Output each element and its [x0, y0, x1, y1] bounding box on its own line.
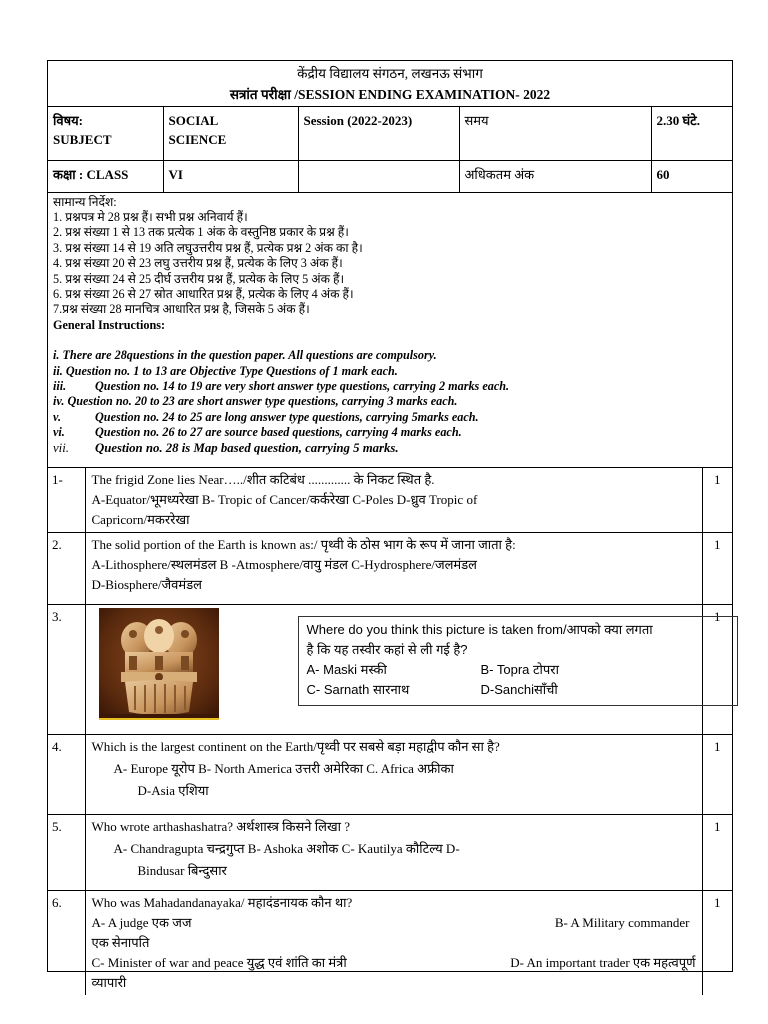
question-body [85, 468, 702, 533]
class-value-cell [163, 160, 298, 192]
option-a: A- Maski मस्की [306, 661, 387, 677]
exam-title: सत्रांत परीक्षा /SESSION ENDING EXAMINATION- 2022 [229, 87, 551, 102]
question-options-line2: D-Asia एशिया [137, 782, 209, 798]
subject-label-hi: विषय: [53, 113, 83, 128]
instruction-en-5-num: v. [53, 409, 62, 424]
instructions-title-en: General Instructions: [53, 317, 166, 332]
question-text: Which is the largest continent on the Earth/पृथ्वी पर सबसे बड़ा महाद्वीप कौन सा है? [91, 738, 500, 754]
option-c: C- Minister of war and peace युद्ध एवं शांति का मंत्री [91, 954, 347, 970]
class-label-cell [48, 160, 163, 192]
instruction-en-6-text: Question no. 26 to 27 are source based questions, carrying 4 marks each. [95, 425, 462, 440]
instructions-block [48, 193, 732, 468]
question-row-3 [48, 604, 732, 734]
question-body [85, 604, 702, 734]
question-number: 3. [48, 604, 85, 734]
option-c: C- Sarnath सारनाथ [306, 681, 410, 697]
question-options-line1: A- Europe यूरोप B- North America उत्तरी अमेरिका C. Africa अफ्रीका [113, 760, 454, 776]
instruction-en-5-text: Question no. 24 to 25 are long answer type questions, carrying 5marks each. [95, 409, 479, 424]
session-cell [298, 107, 459, 160]
question-row-5 [48, 814, 732, 890]
instruction-hi-7: 7.प्रश्न संख्या 28 मानचित्र आधारित प्रश्न है, जिसके 5 अंक हैं। [53, 302, 310, 317]
empty-cell [298, 160, 459, 192]
instruction-en-2 [53, 364, 727, 379]
question-text-line2: है कि यह तस्वीर कहां से ली गई है? [306, 641, 468, 657]
subject-value-cell [163, 107, 298, 160]
instruction-en-5 [53, 410, 727, 425]
question-body [85, 734, 702, 814]
instruction-hi-2: 2. प्रश्न संख्या 1 से 13 तक प्रत्येक 1 अंक के वस्तुनिष्ठ प्रकार के प्रश्न हैं। [53, 225, 349, 240]
question-3-textbox [298, 616, 738, 706]
instruction-hi-5: 5. प्रश्न संख्या 24 से 25 दीर्घ उत्तरीय प्रश्न हैं, प्रत्येक के लिए 5 अंक हैं। [53, 271, 345, 286]
option-b: B- Topra टोपरा [480, 661, 559, 677]
instructions-title-hi: सामान्य निर्देश: [53, 194, 117, 209]
max-marks-label: अधिकतम अंक [464, 166, 535, 182]
instruction-en-1 [53, 348, 727, 363]
exam-paper [47, 60, 733, 990]
questions-table [48, 468, 732, 995]
class-label: कक्षा : CLASS [53, 166, 129, 182]
question-number: 4. [48, 734, 85, 814]
question-body [85, 532, 702, 604]
instruction-en-4-num: iv. [53, 394, 65, 409]
instruction-hi-4: 4. प्रश्न संख्या 20 से 23 लघु उत्तरीय प्रश्न हैं, प्रत्येक के लिए 3 अंक हैं। [53, 256, 343, 271]
option-b: B- A Military commander [554, 914, 690, 930]
question-row-4 [48, 734, 732, 814]
lion-capital-picture [99, 608, 219, 720]
instruction-en-7 [53, 441, 727, 456]
class-value: VI [168, 166, 183, 182]
question-options-line2: D-Biosphere/जैवमंडल [91, 576, 202, 592]
meta-table [48, 107, 732, 193]
instruction-en-3-num: iii. [53, 378, 67, 393]
question-text: Who wrote arthashashatra? अर्थशास्त्र किसने लिखा ? [91, 818, 350, 834]
instruction-en-4-text: Question no. 20 to 23 are short answer type questions, carrying 3 marks each. [67, 394, 458, 409]
question-body [85, 890, 702, 995]
question-options-line1: A-Lithosphere/स्थलमंडल B -Atmosphere/वायु मंडल C-Hydrosphere/जलमंडल [91, 556, 477, 572]
question-text: The solid portion of the Earth is known as:/ पृथ्वी के ठोस भाग के रूप में जाना जाता है: [91, 536, 516, 552]
question-row-2 [48, 532, 732, 604]
question-number: 1- [48, 468, 85, 533]
subject-label-cell [48, 107, 163, 160]
question-options-line1: A- Chandragupta चन्द्रगुप्त B- Ashoka अशोक C- Kautilya कौटिल्य D- [113, 840, 460, 856]
option-d: D- An important trader एक महत्वपूर्ण [510, 954, 696, 970]
instruction-en-7-num: vii. [53, 440, 69, 455]
max-marks-label-cell [459, 160, 651, 192]
instruction-en-7-text: Question no. 28 is Map based question, carrying 5 marks. [95, 440, 399, 455]
question-marks: 1 [702, 604, 732, 734]
time-label: समय [464, 113, 489, 128]
question-options-line1: A-Equator/भूमध्यरेखा B- Tropic of Cancer/कर्करेखा C-Poles D-ध्रुव Tropic of [91, 491, 478, 507]
max-marks-value-cell [651, 160, 732, 192]
options-row-2 [307, 680, 729, 700]
question-options-line2: Capricorn/मकररेखा [91, 511, 190, 527]
instruction-en-3 [53, 379, 727, 394]
lion-capital-image [99, 608, 219, 720]
option-a: A- A judge एक जज [91, 914, 192, 930]
instruction-en-6-num: vi. [53, 425, 65, 440]
instruction-en-2-text: Question no. 1 to 13 are Objective Type Questions of 1 mark each. [65, 363, 398, 378]
question-number: 2. [48, 532, 85, 604]
instruction-hi-1: 1. प्रश्नपत्र मे 28 प्रश्न हैं। सभी प्रश्न अनिवार्य हैं। [53, 209, 248, 224]
session-value: Session (2022-2023) [303, 113, 413, 128]
question-number: 6. [48, 890, 85, 995]
options-row-1 [92, 913, 696, 933]
options-row-2 [92, 953, 696, 973]
options-row-1 [307, 660, 729, 680]
question-text: The frigid Zone lies Near…../शीत कटिबंध ............. के निकट स्थित है. [91, 471, 435, 487]
time-value: 2.30 घंटे. [656, 113, 700, 128]
instruction-en-6 [53, 425, 727, 440]
instruction-en-1-text: There are 28questions in the question paper. All questions are compulsory. [62, 348, 437, 363]
question-marks: 1 [702, 734, 732, 814]
instruction-hi-6: 6. प्रश्न संख्या 26 से 27 स्रोत आधारित प्रश्न हैं, प्रत्येक के लिए 4 अंक हैं। [53, 286, 354, 301]
option-d: D-Sanchiसाँची [480, 681, 558, 697]
question-row-1 [48, 468, 732, 533]
question-row-6 [48, 890, 732, 995]
question-marks: 1 [702, 814, 732, 890]
question-marks: 1 [714, 894, 721, 910]
subject-label-en: SUBJECT [53, 132, 112, 147]
instruction-en-2-num: ii. [53, 363, 63, 378]
organization-name: केंद्रीय विद्यालय संगठन, लखनऊ संभाग [297, 66, 483, 81]
question-marks: 1 [702, 468, 732, 533]
max-marks-value: 60 [656, 166, 670, 182]
time-value-cell [651, 107, 732, 160]
subject-value-line1: SOCIAL [168, 113, 219, 128]
instruction-en-1-num: i. [53, 348, 60, 363]
paper-header [48, 61, 732, 107]
question-text: Who was Mahadandanayaka/ महादंडनायक कौन था? [91, 894, 353, 910]
option-b-continued: एक सेनापति [91, 934, 150, 950]
subject-value-line2: SCIENCE [168, 132, 227, 147]
question-marks: 1 [702, 532, 732, 604]
question-body [85, 814, 702, 890]
question-text-line1: Where do you think this picture is taken from/आपको क्या लगता [306, 621, 653, 637]
instruction-en-3-text: Question no. 14 to 19 are very short answer type questions, carrying 2 marks each. [95, 378, 510, 393]
time-label-cell [459, 107, 651, 160]
instruction-en-4 [53, 394, 727, 409]
instruction-hi-3: 3. प्रश्न संख्या 14 से 19 अति लघुउत्तरीय प्रश्न हैं, प्रत्येक प्रश्न 2 अंक का है। [53, 240, 363, 255]
question-options-line2: Bindusar बिन्दुसार [137, 862, 227, 878]
question-number: 5. [48, 814, 85, 890]
option-d-continued: व्यापारी [91, 974, 127, 990]
